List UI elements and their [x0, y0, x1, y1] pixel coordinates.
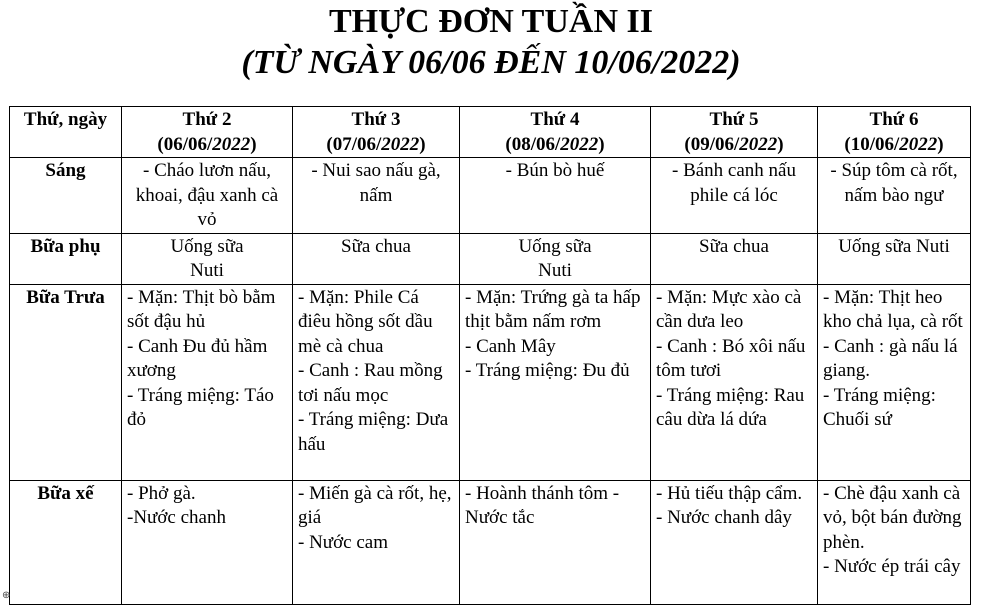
menu-item: Uống sữa: [170, 235, 244, 257]
menu-item: - Tráng miệng: Táo đỏ: [127, 384, 274, 430]
menu-item: -Nước chanh: [127, 507, 226, 528]
menu-cell: [122, 158, 293, 234]
menu-item: - Hoành thánh tôm - Nước tắc: [465, 482, 620, 528]
menu-cell: [293, 233, 460, 284]
menu-item: - Miến gà cà rốt, hẹ, giá: [298, 482, 452, 528]
day-date: (10/06/2022): [844, 133, 944, 155]
day-name: Thứ 4: [530, 109, 580, 130]
menu-item: - Mặn: Phile Cá điêu hồng sốt dầu mè cà chua: [298, 286, 433, 357]
menu-row: [10, 284, 971, 480]
day-date: (06/06/2022): [157, 133, 257, 155]
day-date: (09/06/2022): [684, 133, 784, 155]
menu-cell: [818, 284, 971, 480]
day-header: [460, 107, 651, 158]
menu-item: - Nước chanh dây: [656, 507, 792, 528]
menu-item: - Hủ tiếu thập cẩm.: [656, 482, 803, 504]
menu-item: - Nước cam: [298, 531, 388, 553]
meal-label: Sáng: [10, 158, 122, 234]
menu-cell: [293, 158, 460, 234]
menu-item: - Canh Mây: [465, 335, 556, 357]
menu-item: Nuti: [190, 260, 224, 281]
menu-item: - Bún bò huế: [505, 160, 605, 181]
menu-item: - Bánh canh nấu phile cá lóc: [672, 160, 796, 206]
table-anchor-icon: ⊕: [2, 590, 11, 601]
header-row: [10, 107, 971, 158]
day-header: [818, 107, 971, 158]
menu-item: - Chè đậu xanh cà vỏ, bột bán đường phèn.: [823, 482, 962, 553]
menu-item: - Canh Đu đủ hầm xương: [127, 335, 268, 381]
day-header: [651, 107, 818, 158]
menu-cell: [460, 158, 651, 234]
menu-item: - Mặn: Mực xào cà cần dưa leo: [656, 286, 802, 332]
menu-item: Uống sữa Nuti: [838, 235, 950, 257]
meal-label: Bữa phụ: [10, 233, 122, 284]
menu-item: - Canh : Rau mồng tơi nấu mọc: [298, 360, 443, 406]
menu-item: - Canh : Bó xôi nấu tôm tươi: [656, 335, 806, 381]
menu-row: [10, 480, 971, 604]
day-name: Thứ 5: [709, 109, 759, 130]
menu-item: - Mặn: Trứng gà ta hấp thịt bằm nấm rơm: [465, 286, 641, 332]
menu-item: Sữa chua: [341, 235, 411, 257]
day-date: (07/06/2022): [326, 133, 426, 155]
meal-label: Bữa Trưa: [10, 284, 122, 480]
menu-item: - Tráng miệng: Chuối sứ: [823, 384, 936, 430]
menu-cell: [818, 233, 971, 284]
menu-item: - Nui sao nấu gà, nấm: [311, 160, 441, 206]
menu-item: - Phở gà.: [127, 482, 196, 504]
menu-item: - Mặn: Thịt heo kho chả lụa, cà rốt: [823, 286, 963, 332]
menu-row: [10, 233, 971, 284]
menu-cell: [122, 233, 293, 284]
menu-item: Uống sữa: [518, 235, 592, 257]
meal-label: Bữa xế: [10, 480, 122, 604]
page-subtitle: (TỪ NGÀY 06/06 ĐẾN 10/06/2022): [241, 44, 741, 81]
menu-table: [9, 106, 971, 605]
menu-cell: [818, 158, 971, 234]
menu-item: - Súp tôm cà rốt, nấm bào ngư: [830, 160, 958, 206]
menu-cell: [293, 284, 460, 480]
page-title: THỰC ĐƠN TUẦN II: [329, 3, 653, 40]
menu-item: - Tráng miệng: Dưa hấu: [298, 409, 449, 455]
menu-cell: [651, 158, 818, 234]
day-name: Thứ 3: [351, 109, 401, 130]
menu-item: - Cháo lươn nấu, khoai, đậu xanh cà vỏ: [135, 160, 279, 230]
day-header: [293, 107, 460, 158]
menu-cell: [122, 284, 293, 480]
menu-cell: [651, 233, 818, 284]
menu-item: - Mặn: Thịt bò bằm sốt đậu hủ: [127, 286, 276, 332]
menu-item: - Tráng miệng: Rau câu dừa lá dứa: [656, 384, 805, 430]
menu-cell: [818, 480, 971, 604]
menu-cell: [293, 480, 460, 604]
menu-cell: [460, 480, 651, 604]
menu-item: - Canh : gà nấu lá giang.: [823, 335, 958, 381]
day-date: (08/06/2022): [505, 133, 605, 155]
menu-item: Nuti: [538, 260, 572, 281]
day-header: [122, 107, 293, 158]
menu-item: Sữa chua: [699, 235, 769, 257]
menu-item: - Nước ép trái cây: [823, 556, 961, 577]
menu-cell: [651, 480, 818, 604]
menu-cell: [122, 480, 293, 604]
day-name: Thứ 6: [869, 109, 919, 130]
menu-item: - Tráng miệng: Đu đủ: [465, 360, 630, 381]
menu-cell: [460, 233, 651, 284]
day-name: Thứ 2: [182, 109, 232, 130]
menu-cell: [651, 284, 818, 480]
corner-header: Thứ, ngày: [10, 107, 122, 158]
menu-row: [10, 158, 971, 234]
menu-cell: [460, 284, 651, 480]
